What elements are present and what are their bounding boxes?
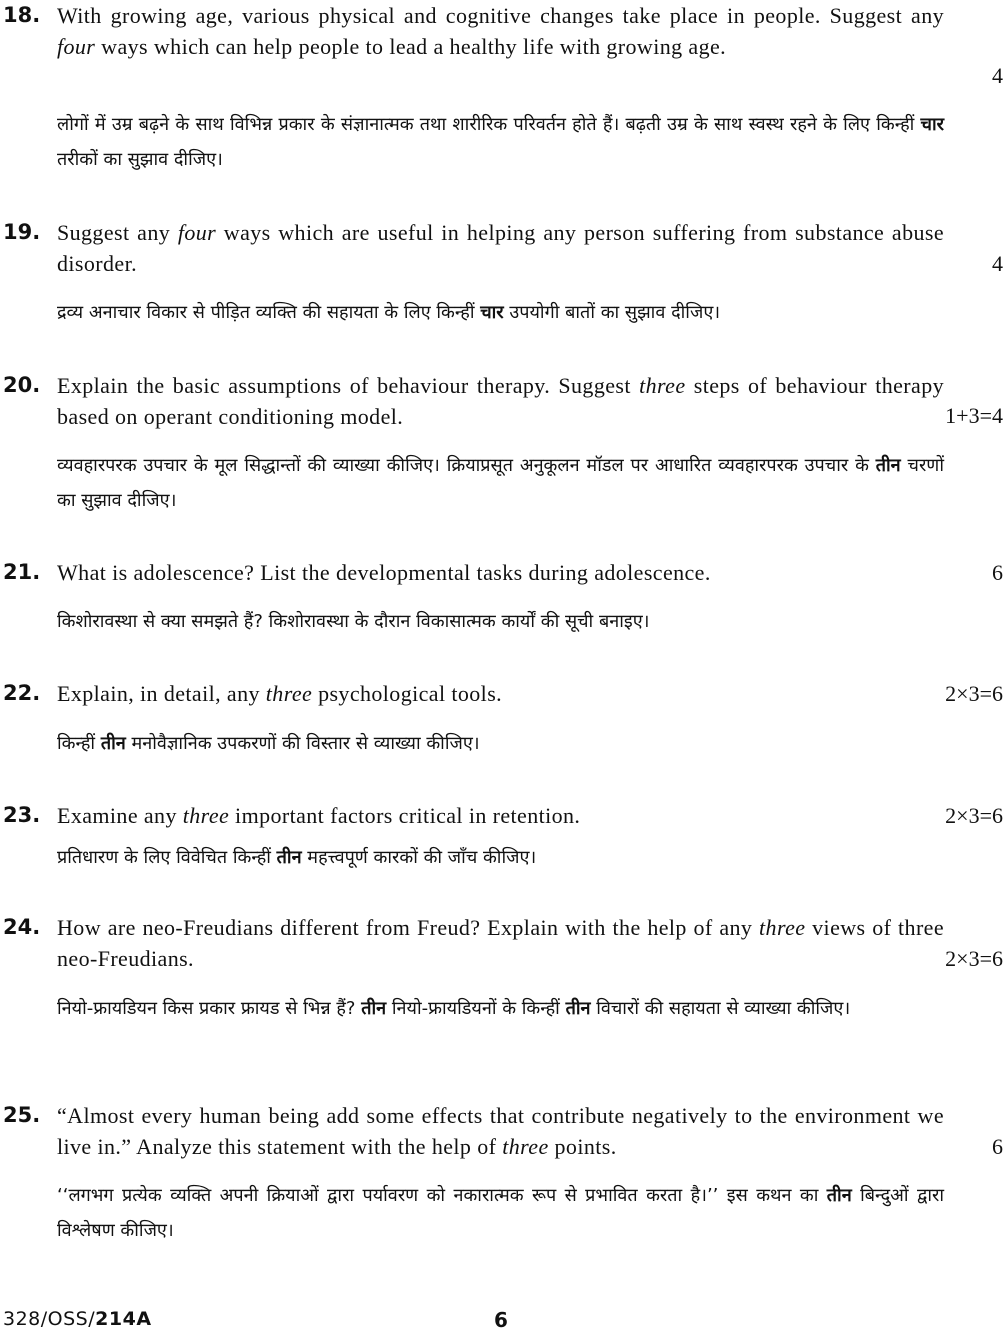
emphasis-bold: तीन: [565, 998, 591, 1019]
question-number: 18.: [3, 3, 41, 27]
question-text-hindi: ‘‘लगभग प्रत्येक व्यक्ति अपनी क्रियाओं द्वारा पर्यावरण को नकारात्मक रूप से प्रभावित करता है।’’ इस कथन का तीन बिन्दुओं द्वारा विश्लेषण कीजिए।: [57, 1185, 945, 1241]
question-text-hindi: प्रतिधारण के लिए विवेचित किन्हीं तीन महत्त्वपूर्ण कारकों की जाँच कीजिए।: [57, 847, 537, 868]
emphasis-bold: तीन: [875, 455, 901, 476]
emphasis-bold: चार: [920, 114, 944, 135]
question-text-hindi: लोगों में उम्र बढ़ने के साथ विभिन्न प्रकार के संज्ञानात्मक तथा शारीरिक परिवर्तन होते हैं। बढ़ती उम्र के साथ स्वस्थ रहने के लिए किन्हीं चार तरीकों का सुझाव दीजिए।: [57, 114, 944, 170]
question-number: 22.: [3, 681, 41, 705]
question-text-english: Examine any three important factors critical in retention.: [57, 803, 581, 828]
emphasis-bold: तीन: [276, 847, 302, 868]
question-number: 19.: [3, 220, 41, 244]
question-marks: 2×3=6: [945, 803, 1003, 828]
question-text-english: Explain, in detail, any three psychological tools.: [57, 681, 503, 706]
question-marks: 2×3=6: [945, 946, 1003, 971]
emphasis-italic: three: [759, 915, 806, 940]
question-marks: 1+3=4: [945, 403, 1003, 428]
question-marks: 2×3=6: [945, 681, 1003, 706]
page-number: 6: [494, 1308, 508, 1332]
paper-code: [3, 1308, 152, 1330]
question-number: 20.: [3, 373, 41, 397]
paper-code-prefix: 328/OSS/: [3, 1308, 96, 1330]
emphasis-italic: three: [639, 373, 686, 398]
question-text-english: What is adolescence? List the developmental tasks during adolescence.: [57, 560, 711, 585]
emphasis-italic: three: [265, 681, 313, 706]
question-number: 23.: [3, 803, 41, 827]
emphasis-italic: three: [182, 803, 230, 828]
paper-code-bold: 214A: [95, 1308, 152, 1330]
question-text-english: Suggest any four ways which are useful in helping any person suffering from substance abuse disorder.: [57, 220, 944, 276]
question-text-hindi: किशोरावस्था से क्या समझते हैं? किशोरावस्था के दौरान विकासात्मक कार्यों की सूची बनाइए।: [57, 611, 650, 632]
question-text-hindi: द्रव्य अनाचार विकार से पीड़ित व्यक्ति की सहायता के लिए किन्हीं चार उपयोगी बातों का सुझाव दीजिए।: [57, 302, 721, 323]
question-text-english: With growing age, various physical and cognitive changes take place in people. Suggest any four ways which can help people to lead a healthy life with growing age.: [57, 3, 944, 59]
question-text-hindi: किन्हीं तीन मनोवैज्ञानिक उपकरणों की विस्तार से व्याख्या कीजिए।: [57, 733, 480, 754]
emphasis-bold: तीन: [100, 733, 126, 754]
question-number: 25.: [3, 1103, 41, 1127]
question-text-hindi: नियो-फ्रायडियन किस प्रकार फ्रायड से भिन्न हैं? तीन नियो-फ्रायडियनों के किन्हीं तीन विचारों की सहायता से व्याख्या कीजिए।: [57, 998, 851, 1019]
question-text-hindi: व्यवहारपरक उपचार के मूल सिद्धान्तों की व्याख्या कीजिए। क्रियाप्रसूत अनुकूलन मॉडल पर आधारित व्यवहारपरक उपचार के तीन चरणों का सुझाव दीजिए।: [57, 455, 944, 511]
emphasis-italic: four: [177, 220, 217, 245]
emphasis-bold: चार: [480, 302, 504, 323]
question-marks: 4: [992, 251, 1003, 276]
question-text-english: Explain the basic assumptions of behaviour therapy. Suggest three steps of behaviour therapy based on operant conditioning model.: [57, 373, 944, 429]
emphasis-bold: तीन: [826, 1185, 852, 1206]
question-marks: 6: [992, 1134, 1003, 1159]
emphasis-bold: तीन: [361, 998, 387, 1019]
question-number: 21.: [3, 560, 41, 584]
question-marks: 6: [992, 560, 1003, 585]
emphasis-italic: three: [502, 1134, 549, 1159]
question-text-english: “Almost every human being add some effects that contribute negatively to the environment we live in.” Analyze this statement with the help of three points.: [57, 1103, 944, 1159]
question-marks: 4: [992, 63, 1003, 88]
question-number: 24.: [3, 915, 41, 939]
emphasis-italic: four: [57, 34, 96, 59]
question-text-english: How are neo-Freudians different from Freud? Explain with the help of any three views of three neo-Freudians.: [57, 915, 945, 971]
